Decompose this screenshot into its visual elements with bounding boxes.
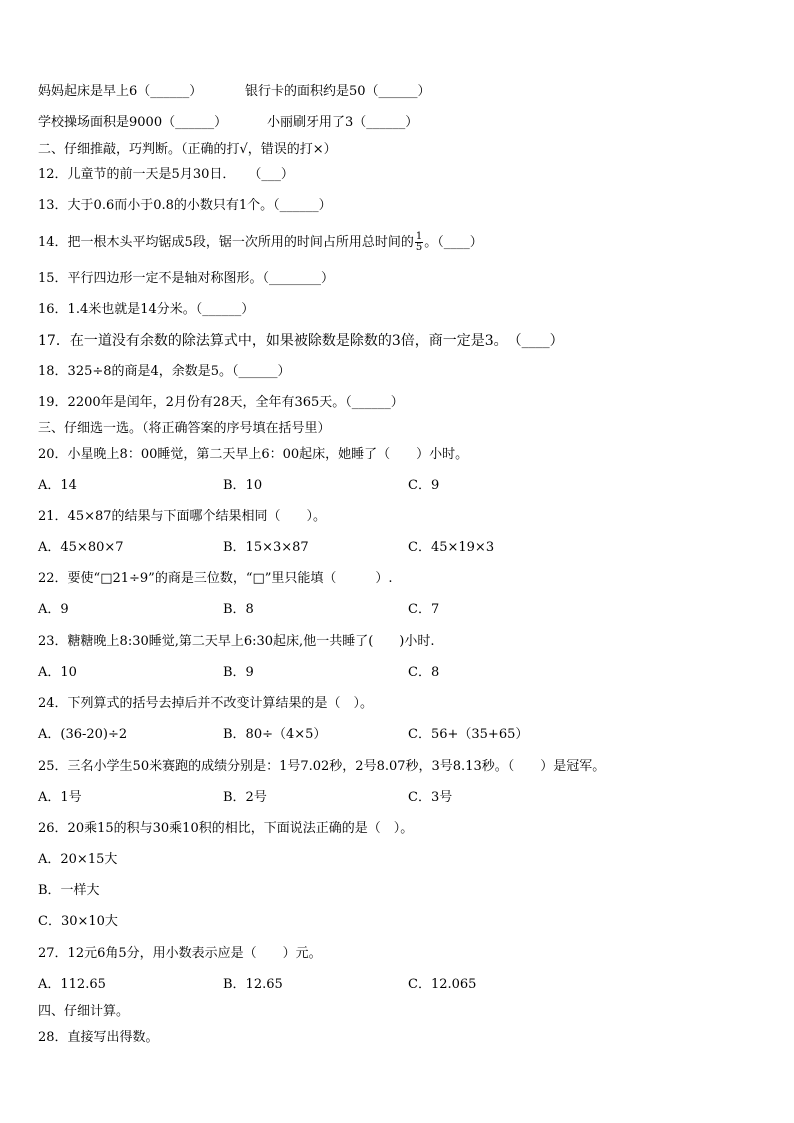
option-c: C．56+（35+65）: [408, 727, 529, 742]
question-14-blank: 。（____）: [424, 235, 483, 250]
question-25: 25．三名小学生50米赛跑的成绩分别是：1号7.02秒，2号8.07秒，3号8.13秒。（ ）是冠军。: [38, 759, 606, 774]
question-27: 27．12元6角5分，用小数表示应是（ ）元。: [38, 946, 322, 961]
question-24: 24．下列算式的括号去掉后并不改变计算结果的是（ ）。: [38, 696, 374, 711]
option-c: C．7: [408, 602, 440, 617]
option-b: B．2号: [223, 790, 267, 805]
option-a: A．14: [38, 478, 77, 493]
option-b: B．8: [223, 602, 254, 617]
option-b: B．15×3×87: [223, 540, 309, 555]
fraction-denominator: 5: [415, 242, 423, 253]
question-26-option-b: B．一样大: [38, 883, 100, 898]
question-14-text: 14．把一根木头平均锯成5段，锯一次所用的时间占所用总时间的: [38, 235, 414, 250]
question-22: 22．要使“□21÷9”的商是三位数，“□”里只能填（ ）.: [38, 571, 393, 586]
fill-blank-bankcard-area: 银行卡的面积约是50（______）: [245, 84, 431, 99]
question-12: 12．儿童节的前一天是5月30日． （___）: [38, 167, 294, 182]
question-13: 13．大于0.6而小于0.8的小数只有1个。（______）: [38, 198, 332, 213]
fill-blank-playground-area: 学校操场面积是9000（______）: [38, 115, 228, 130]
option-a: A．45×80×7: [38, 540, 124, 555]
option-b: B．10: [223, 478, 263, 493]
question-15: 15．平行四边形一定不是轴对称图形。（________）: [38, 271, 335, 286]
option-c: C．8: [408, 665, 440, 680]
option-c: C．45×19×3: [408, 540, 495, 555]
option-c: C．9: [408, 478, 440, 493]
section-heading-calculate: 四、仔细计算。: [38, 1004, 130, 1019]
question-21: 21．45×87的结果与下面哪个结果相同（ ）。: [38, 509, 327, 524]
question-26-option-c: C．30×10大: [38, 914, 118, 929]
question-23: 23．糖糖晚上8:30睡觉,第二天早上6:30起床,他一共睡了( )小时.: [38, 634, 435, 649]
option-a: A．1号: [38, 790, 82, 805]
option-a: A．9: [38, 602, 69, 617]
option-b: B．9: [223, 665, 254, 680]
question-28: 28．直接写出得数。: [38, 1030, 159, 1045]
question-17: 17．在一道没有余数的除法算式中，如果被除数是除数的3倍，商一定是3。 （____）: [38, 333, 564, 349]
question-19: 19．2200年是闰年，2月份有28天，全年有365天。（______）: [38, 395, 404, 410]
question-16: 16．1.4米也就是14分米。（______）: [38, 302, 255, 317]
section-heading-choose: 三、仔细选一选。（将正确答案的序号填在括号里）: [38, 421, 331, 436]
question-20: 20．小星晚上8：00睡觉，第二天早上6：00起床，她睡了（ ）小时。: [38, 447, 469, 462]
option-b: B．12.65: [223, 977, 283, 992]
question-26-option-a: A．20×15大: [38, 852, 118, 867]
question-18: 18．325÷8的商是4，余数是5。（______）: [38, 364, 291, 379]
question-14: [38, 232, 483, 253]
option-c: C．12.065: [408, 977, 477, 992]
fraction-numerator: 1: [415, 231, 423, 242]
question-26: 26．20乘15的积与30乘10积的相比，下面说法正确的是（ ）。: [38, 821, 414, 836]
option-b: B．80÷（4×5）: [223, 727, 327, 742]
section-heading-judge: 二、仔细推敲，巧判断。（正确的打√，错误的打×）: [38, 142, 337, 157]
option-a: A．112.65: [38, 977, 106, 992]
option-c: C．3号: [408, 790, 453, 805]
fill-blank-brushing-time: 小丽刷牙用了3（______）: [267, 115, 419, 130]
option-a: A．10: [38, 665, 77, 680]
fraction-one-fifth: [415, 232, 423, 253]
option-a: A．(36-20)÷2: [38, 727, 128, 742]
fill-blank-wake-time: 妈妈起床是早上6（______）: [38, 84, 203, 99]
